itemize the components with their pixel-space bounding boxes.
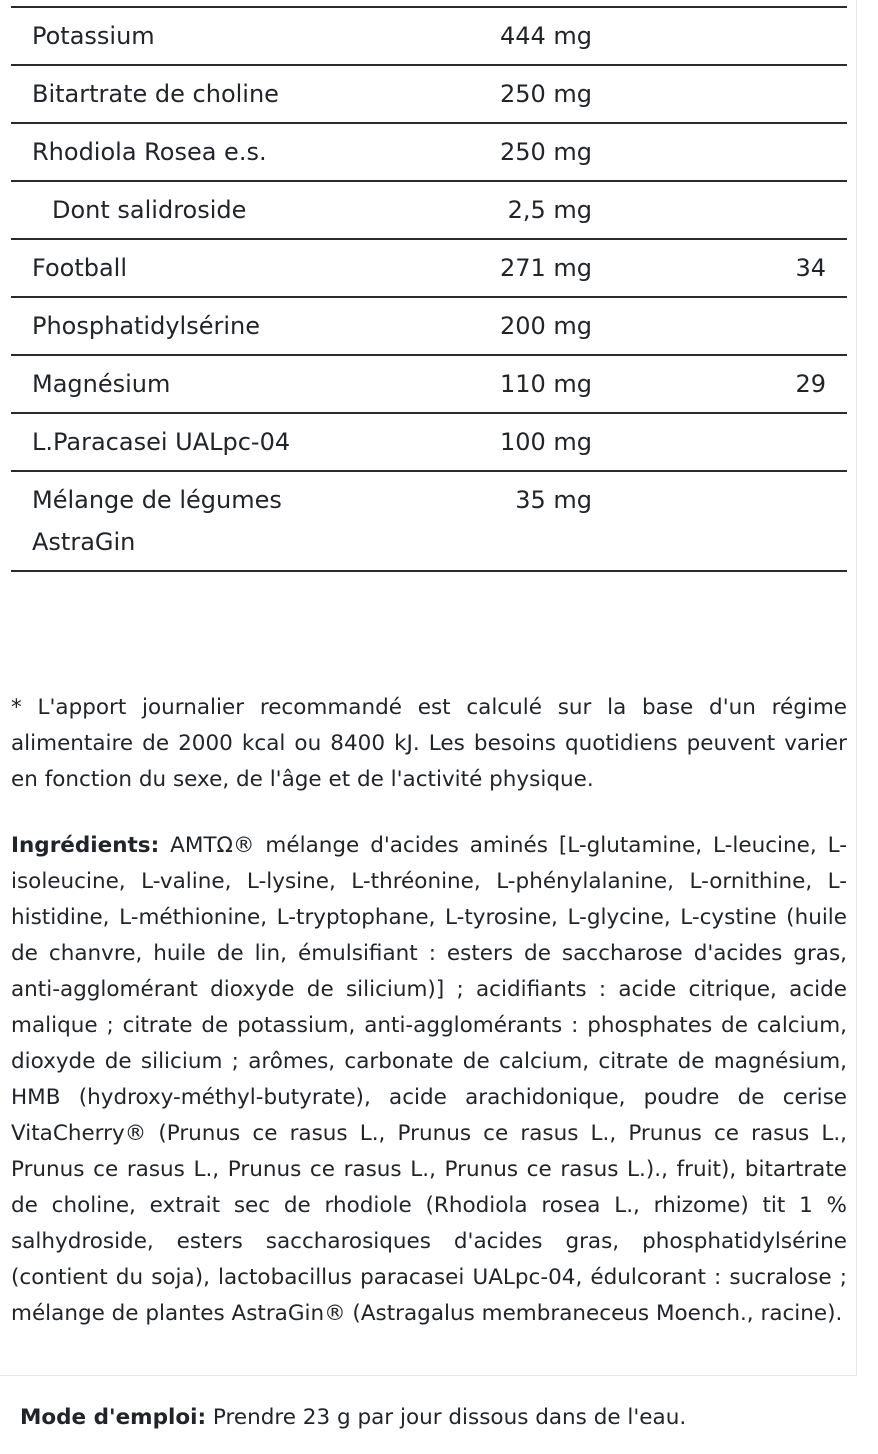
nutrient-daily-value — [592, 413, 847, 471]
nutrient-daily-value — [592, 65, 847, 123]
nutrition-row — [11, 181, 847, 239]
nutrient-amount: 100 mg — [499, 428, 592, 456]
nutrition-row — [11, 355, 847, 413]
nutrient-name: Phosphatidylsérine — [32, 312, 260, 340]
nutrient-name: Rhodiola Rosea e.s. — [32, 138, 267, 166]
nutrient-daily-value — [592, 471, 847, 571]
ingredients-text: AMTΩ® mélange d'acides aminés [L-glutamine, L-leucine, L-isoleucine, L-valine, L-lysine, L-thréonine, L-phénylalanine, L-ornithine, L-histidine, L-méthionine, L-tryptophane, L-tyrosine, L-glycine, L-cystine (huile de chanvre, huile de lin, émulsifiant : esters de saccharose d'acides gras, anti-agglomérant dioxyde de silicium)] ; acidifiants : acide citrique, acide malique ; citrate de potassium, anti-agglomérants : phosphates de calcium, dioxyde de silicium ; arômes, carbonate de calcium, citrate de magnésium, HMB (hydroxy-méthyl-butyrate), acide arachidonique, poudre de cerise VitaCherry® (Prunus ce rasus L., Prunus ce rasus L., Prunus ce rasus L., Prunus ce rasus L., Prunus ce rasus L., Prunus ce rasus L.)., fruit), bitartrate de choline, extrait sec de rhodiole (Rhodiola rosea L., rhizome) tit 1 % salhydroside, esters saccharosiques d'acides gras, phosphatidylsérine (contient du soja), lactobacillus paracasei UALpc-04, édulcorant : sucralose ; mélange de plantes AstraGin® (Astragalus membraneceus Moench., racine). — [11, 833, 847, 1326]
nutrient-amount: 110 mg — [499, 370, 592, 398]
nutrition-table-body — [11, 7, 847, 571]
usage-text: Prendre 23 g par jour dissous dans de l'eau. — [206, 1405, 687, 1430]
nutrition-row — [11, 7, 847, 65]
footnote: * L'apport journalier recommandé est calculé sur la base d'un régime alimentaire de 2000 kcal ou 8400 kJ. Les besoins quotidiens peuvent varier en fonction du sexe, de l'âge et de l'activité physique. — [11, 695, 847, 792]
nutrient-amount: 35 mg — [515, 486, 592, 514]
nutrient-name: L.Paracasei UALpc-04 — [32, 428, 291, 456]
usage-label: Mode d'emploi: — [20, 1405, 207, 1430]
nutrient-daily-value: 34 — [795, 254, 826, 282]
nutrition-row — [11, 123, 847, 181]
nutrient-name: Football — [32, 254, 128, 282]
nutrient-daily-value: 29 — [795, 370, 826, 398]
nutrient-amount: 444 mg — [499, 22, 592, 50]
nutrient-daily-value — [592, 181, 847, 239]
nutrient-daily-value — [592, 123, 847, 181]
ingredients-paragraph — [11, 828, 847, 1332]
ingredients-label: Ingrédients: — [11, 833, 160, 858]
nutrition-row — [11, 239, 847, 297]
nutrient-amount: 250 mg — [499, 138, 592, 166]
usage-instructions — [20, 1400, 686, 1436]
nutrition-row — [11, 413, 847, 471]
nutrient-name: Dont salidroside — [52, 196, 247, 224]
nutrient-amount: 200 mg — [499, 312, 592, 340]
nutrient-amount: 2,5 mg — [507, 196, 592, 224]
nutrition-row — [11, 65, 847, 123]
nutrient-daily-value — [592, 7, 847, 65]
nutrient-name: Bitartrate de choline — [32, 80, 279, 108]
nutrient-name: Magnésium — [32, 370, 171, 398]
nutrient-daily-value — [592, 297, 847, 355]
nutrition-row — [11, 297, 847, 355]
nutrient-name: Potassium — [32, 22, 155, 50]
nutrient-amount: 271 mg — [499, 254, 592, 282]
nutrition-row — [11, 471, 847, 571]
nutrition-table — [11, 6, 847, 572]
nutrient-amount: 250 mg — [499, 80, 592, 108]
nutrient-name: Mélange de légumes AstraGin — [32, 486, 282, 556]
